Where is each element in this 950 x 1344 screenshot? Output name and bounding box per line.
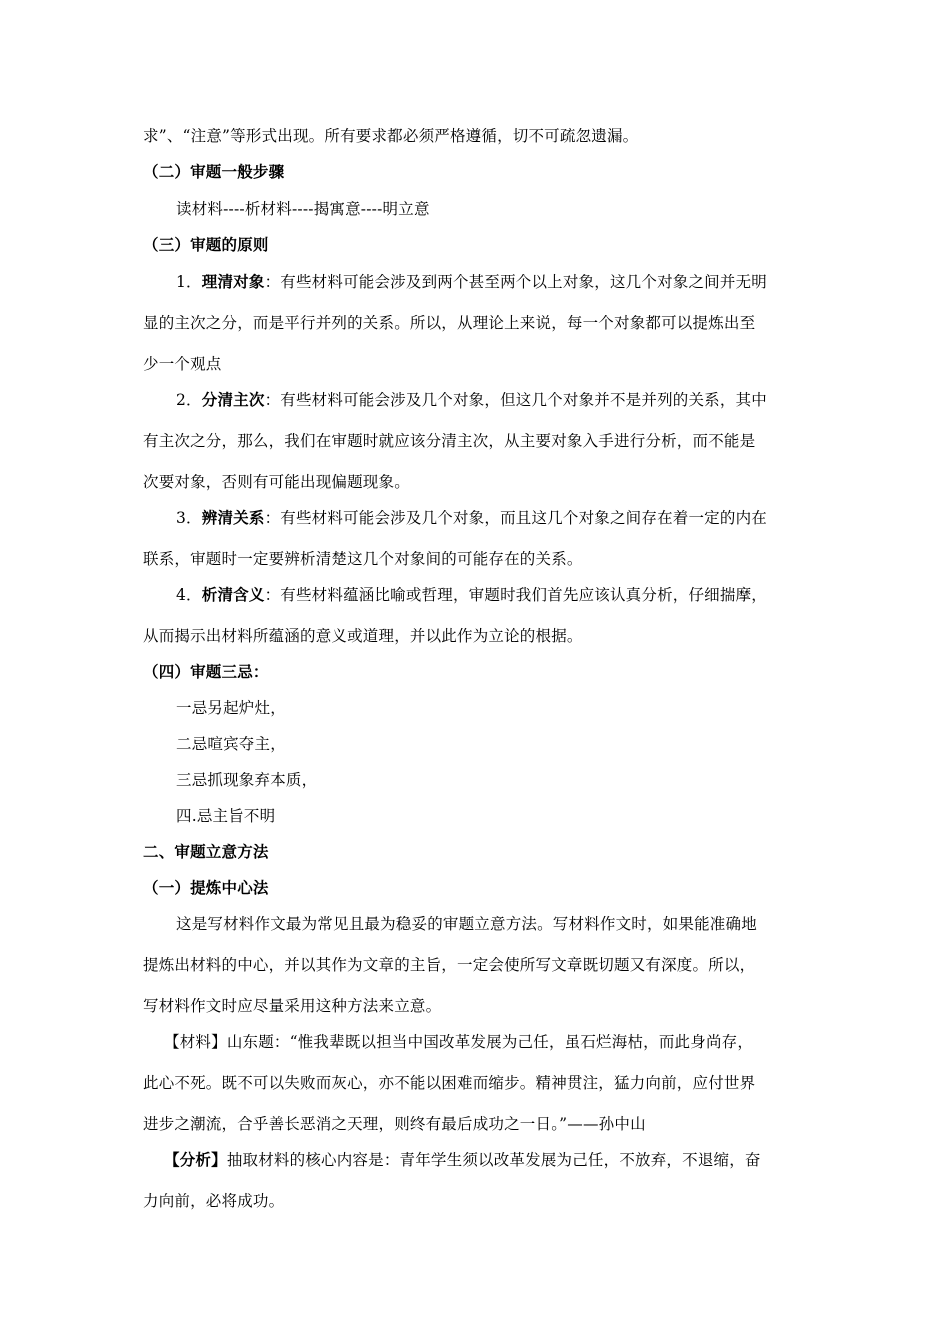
paragraph-line: 联系，审题时一定要辨析清楚这几个对象间的可能存在的关系。 xyxy=(143,550,583,568)
paragraph-line: 力向前，必将成功。 xyxy=(143,1192,285,1210)
paragraph-line: 显的主次之分，而是平行并列的关系。所以，从理论上来说，每一个对象都可以提炼出至 xyxy=(143,314,756,332)
section-heading-taboos: （四）审题三忌： xyxy=(143,663,269,681)
principle-item-4 xyxy=(176,585,890,605)
list-item: 四.忌主旨不明 xyxy=(176,807,276,825)
item-number: 2． xyxy=(176,391,202,409)
section-heading-central-method: （一）提炼中心法 xyxy=(143,879,269,897)
analysis-tag: 【分析】 xyxy=(164,1150,227,1169)
analysis-paragraph xyxy=(164,1150,890,1170)
paragraph-line: 次要对象，否则有可能出现偏题现象。 xyxy=(143,473,410,491)
paragraph-line: 此心不死。既不可以失败而灰心，亦不能以困难而缩步。精神贯注，猛力向前，应付世界 xyxy=(143,1074,756,1092)
list-item: 三忌抓现象弃本质， xyxy=(176,771,318,789)
paragraph-line: 这是写材料作文最为常见且最为稳妥的审题立意方法。写材料作文时，如果能准确地 xyxy=(176,915,757,933)
item-text: ：有些材料可能会涉及几个对象，而且这几个对象之间存在着一定的内在 xyxy=(264,509,767,527)
section-heading-principles: （三）审题的原则 xyxy=(143,236,269,254)
principle-item-2 xyxy=(176,390,890,410)
paragraph-line: 有主次之分，那么，我们在审题时就应该分清主次，从主要对象入手进行分析，而不能是 xyxy=(143,432,756,450)
chapter-heading-methods: 二、审题立意方法 xyxy=(143,843,269,861)
item-term: 析清含义 xyxy=(201,585,265,604)
item-term: 分清主次 xyxy=(201,390,265,409)
paragraph-line: 提炼出材料的中心，并以其作为文章的主旨，一定会使所写文章既切题又有深度。所以， xyxy=(143,956,756,974)
item-number: 4． xyxy=(176,586,202,604)
item-text: ：有些材料蕴涵比喻或哲理，审题时我们首先应该认真分析，仔细揣摩， xyxy=(264,586,767,604)
item-term: 理清对象 xyxy=(201,272,265,291)
section-heading-steps: （二）审题一般步骤 xyxy=(143,163,285,181)
item-text: ：有些材料可能会涉及到两个甚至两个以上对象，这几个对象之间并无明 xyxy=(264,273,767,291)
paragraph-line: 读材料----析材料----揭寓意----明立意 xyxy=(176,200,430,218)
list-item: 一忌另起炉灶， xyxy=(176,699,286,717)
paragraph-line: 求”、“注意”等形式出现。所有要求都必须严格遵循，切不可疏忽遗漏。 xyxy=(143,127,639,145)
list-item: 二忌喧宾夺主， xyxy=(176,735,286,753)
item-text: ：有些材料可能会涉及几个对象，但这几个对象并不是并列的关系，其中 xyxy=(264,391,767,409)
principle-item-3 xyxy=(176,508,890,528)
paragraph-line: 从而揭示出材料所蕴涵的意义或道理，并以此作为立论的根据。 xyxy=(143,627,583,645)
material-text: 山东题：“惟我辈既以担当中国改革发展为己任，虽石烂海枯，而此身尚存， xyxy=(226,1033,754,1051)
item-number: 3． xyxy=(176,509,202,527)
paragraph-line: 少一个观点 xyxy=(143,355,222,373)
material-paragraph xyxy=(164,1032,890,1052)
paragraph-line: 写材料作文时应尽量采用这种方法来立意。 xyxy=(143,997,442,1015)
paragraph-line: 进步之潮流，合乎善长恶消之天理，则终有最后成功之一日。”——孙中山 xyxy=(143,1115,646,1133)
item-term: 辨清关系 xyxy=(201,508,265,527)
item-number: 1． xyxy=(176,273,202,291)
analysis-text: 抽取材料的核心内容是：青年学生须以改革发展为己任，不放弃，不退缩，奋 xyxy=(226,1151,761,1169)
principle-item-1 xyxy=(176,272,890,292)
material-tag: 【材料】 xyxy=(164,1033,227,1051)
